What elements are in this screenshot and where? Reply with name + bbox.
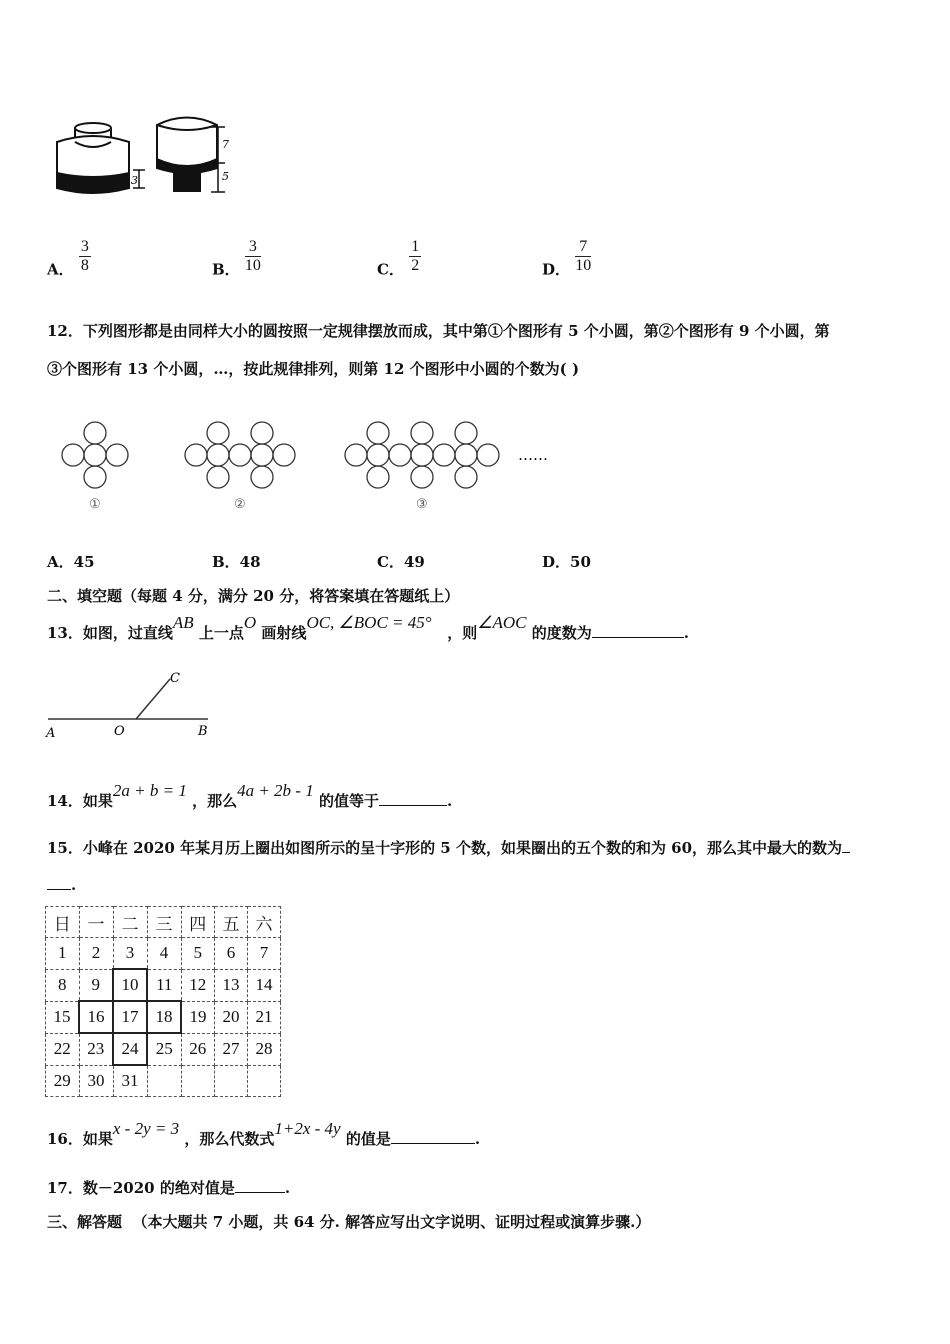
text: .: [683, 624, 689, 642]
q11-option-a[interactable]: [47, 238, 91, 280]
calendar-day: 17: [113, 1001, 147, 1033]
text: 15．小峰在 2020 年某月历上圈出如图所示的呈十字形的 5 个数，如果圈出的五个数的和为 60，那么其中最大的数为: [47, 839, 843, 857]
calendar-day: 26: [181, 1033, 215, 1065]
calendar-day: 7: [248, 938, 281, 970]
weekday-header: 六: [248, 907, 281, 938]
answer-blank[interactable]: [592, 623, 684, 638]
weekday-header: 五: [215, 907, 248, 938]
text: 画射线: [261, 624, 307, 642]
calendar-day: 4: [147, 938, 181, 970]
text: 14．如果: [47, 792, 113, 810]
q15-line1: [47, 837, 850, 858]
numerator: 3: [245, 238, 261, 257]
small-circle: [477, 444, 499, 466]
calendar-day: 3: [113, 938, 147, 970]
calendar-day: 31: [113, 1065, 147, 1097]
weekday-header: 日: [46, 907, 80, 938]
calendar-day: 25: [147, 1033, 181, 1065]
calendar-day: 14: [248, 969, 281, 1001]
small-circle: [62, 444, 84, 466]
fraction: [409, 238, 421, 275]
small-circle: [367, 444, 389, 466]
small-circle: [411, 422, 433, 444]
small-circle: [207, 466, 229, 488]
small-circle: [106, 444, 128, 466]
text: 17．数－2020 的绝对值是: [47, 1179, 235, 1197]
small-circle: [389, 444, 411, 466]
fig-label: 3: [131, 174, 138, 187]
q12-option-c[interactable]: C．49: [377, 553, 425, 571]
small-circle: [455, 444, 477, 466]
small-circle: [367, 466, 389, 488]
text: 16．如果: [47, 1130, 113, 1148]
answer-blank[interactable]: [379, 791, 447, 806]
calendar-row: [46, 969, 281, 1001]
q12-line2: ③个图形有 13 个小圆，…，按此规律排列，则第 12 个图形中小圆的个数为( ): [47, 360, 580, 378]
math: 1+2x - 4y: [274, 1119, 341, 1138]
weekday-header: 一: [79, 907, 113, 938]
q13-text: [47, 613, 689, 643]
calendar-day: 13: [215, 969, 248, 1001]
numerator: 1: [411, 238, 420, 255]
answer-blank[interactable]: [47, 875, 71, 890]
small-circle: [84, 422, 106, 444]
q16-text: [47, 1119, 481, 1149]
option-letter: D．: [542, 260, 571, 279]
small-circle: [251, 444, 273, 466]
denominator: 8: [80, 257, 89, 274]
q17-text: [47, 1177, 290, 1198]
calendar-day: [147, 1065, 181, 1097]
small-circle: [433, 444, 455, 466]
small-circle: [455, 422, 477, 444]
small-circle: [455, 466, 477, 488]
point-label-a: A: [46, 726, 56, 741]
text: 13．如图，过直线: [47, 624, 173, 642]
text: （本大题共 7 小题，共 64 分. 解答应写出文字说明、证明过程或演算步骤.）: [132, 1213, 651, 1231]
calendar-day: 19: [181, 1001, 215, 1033]
weekday-header: 三: [147, 907, 181, 938]
fraction: [245, 238, 261, 275]
text: ，则: [447, 624, 478, 642]
small-circle: [84, 444, 106, 466]
calendar-day: 21: [248, 1001, 281, 1033]
figure-number: ①: [89, 497, 101, 512]
q12-line1: 12．下列图形都是由同样大小的圆按照一定规律摆放而成，其中第①个图形有 5 个小圆，第②个图形有 9 个小圆，第: [47, 322, 830, 340]
q11-option-d[interactable]: [542, 238, 591, 280]
cylinder-figure: [45, 100, 245, 200]
small-circle: [273, 444, 295, 466]
q14-text: [47, 781, 453, 811]
section3-heading: [47, 1211, 650, 1232]
small-circle: [207, 422, 229, 444]
calendar-row: [46, 1001, 281, 1033]
small-circle: [207, 444, 229, 466]
fig-label: 7: [222, 138, 229, 151]
circle-pattern-figure: [40, 410, 580, 520]
answer-blank[interactable]: [235, 1178, 285, 1193]
calendar-row: [46, 938, 281, 970]
q15-line2: [47, 875, 76, 894]
small-circle: [251, 466, 273, 488]
small-circle: [251, 422, 273, 444]
fraction: [575, 238, 591, 275]
text: .: [71, 876, 77, 894]
point-label-o: O: [114, 724, 125, 739]
calendar-day: 23: [79, 1033, 113, 1065]
figure-number: ③: [416, 497, 428, 512]
weekday-header: 二: [113, 907, 147, 938]
calendar-day: 5: [181, 938, 215, 970]
point-label-b: B: [198, 724, 208, 739]
small-circle: [411, 466, 433, 488]
small-circle: [185, 444, 207, 466]
point-label-c: C: [170, 671, 180, 686]
text: 上一点: [198, 624, 244, 642]
small-circle: [345, 444, 367, 466]
calendar-day: 30: [79, 1065, 113, 1097]
calendar-day: 2: [79, 938, 113, 970]
math: x - 2y = 3: [112, 1119, 180, 1138]
calendar-day: 11: [147, 969, 181, 1001]
text: 三、解答题: [47, 1213, 123, 1231]
math: ∠AOC: [477, 613, 527, 632]
calendar-day: 15: [46, 1001, 80, 1033]
calendar-day: 20: [215, 1001, 248, 1033]
calendar-day: 22: [46, 1033, 80, 1065]
small-circle: [229, 444, 251, 466]
calendar-row: [46, 1065, 281, 1097]
small-circle: [84, 466, 106, 488]
calendar-day: [215, 1065, 248, 1097]
weekday-header: 四: [181, 907, 215, 938]
option-letter: B．: [212, 260, 240, 279]
calendar-day: 8: [46, 969, 80, 1001]
calendar-day: 16: [79, 1001, 113, 1033]
text: 的值是: [345, 1130, 391, 1148]
figure-number: ②: [234, 497, 246, 512]
answer-blank[interactable]: [391, 1129, 475, 1144]
text: .: [474, 1130, 481, 1148]
text: ，那么代数式: [184, 1130, 275, 1148]
answer-blank[interactable]: [842, 838, 850, 853]
math: O: [243, 613, 257, 632]
small-circle: [367, 422, 389, 444]
calendar-day: 1: [46, 938, 80, 970]
angle-figure: [40, 665, 220, 745]
text: ，那么: [192, 792, 238, 810]
q11-option-b[interactable]: [212, 238, 261, 280]
calendar-day: 9: [79, 969, 113, 1001]
fig-label: 5: [222, 170, 229, 183]
calendar-day: 24: [113, 1033, 147, 1065]
section2-heading: 二、填空题（每题 4 分，满分 20 分，将答案填在答题纸上）: [47, 587, 460, 605]
q12-option-d[interactable]: D．50: [542, 553, 591, 571]
denominator: 10: [575, 257, 592, 274]
math: 2a + b = 1: [112, 781, 187, 800]
math: AB: [172, 613, 194, 632]
option-letter: C．: [377, 260, 404, 279]
text: .: [284, 1179, 291, 1197]
calendar-day: [181, 1065, 215, 1097]
denominator: 2: [411, 257, 420, 274]
small-circle: [411, 444, 433, 466]
numerator: 3: [80, 238, 89, 255]
q11-option-c[interactable]: [377, 238, 421, 280]
calendar-day: 29: [46, 1065, 80, 1097]
numerator: 7: [575, 238, 591, 257]
q12-option-b[interactable]: B．48: [212, 553, 261, 571]
option-letter: A．: [47, 260, 74, 279]
math: 4a + 2b - 1: [237, 781, 314, 800]
math: OC, ∠BOC = 45°: [306, 613, 432, 632]
calendar-day: 18: [147, 1001, 181, 1033]
text: .: [446, 792, 453, 810]
calendar-day: 10: [113, 969, 147, 1001]
calendar-day: [248, 1065, 281, 1097]
denominator: 10: [244, 257, 261, 274]
calendar-day: 12: [181, 969, 215, 1001]
q12-option-a[interactable]: A．45: [47, 553, 95, 571]
text: 的度数为: [531, 624, 592, 642]
calendar-day: 6: [215, 938, 248, 970]
ellipsis: ……: [518, 446, 548, 464]
text: 的值等于: [318, 792, 379, 810]
calendar-header-row: [46, 907, 281, 938]
calendar-day: 28: [248, 1033, 281, 1065]
fraction: [79, 238, 91, 275]
calendar-table: [45, 906, 281, 1097]
calendar-row: [46, 1033, 281, 1065]
calendar-day: 27: [215, 1033, 248, 1065]
